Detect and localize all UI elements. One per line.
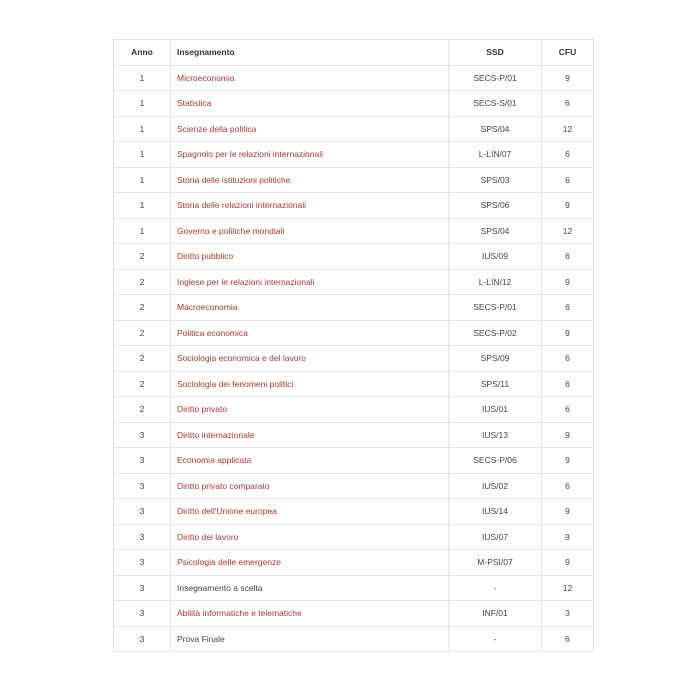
cell-cfu: 6 <box>542 167 594 193</box>
cell-ssd: IUS/13 <box>449 422 542 448</box>
course-link[interactable]: Diritto pubblico <box>171 244 449 270</box>
cell-cfu: 9 <box>542 524 594 550</box>
table-row <box>114 218 594 244</box>
cell-ssd: - <box>449 575 542 601</box>
table-row <box>114 371 594 397</box>
cell-anno: 2 <box>114 269 171 295</box>
table-row <box>114 448 594 474</box>
course-link[interactable]: Sociologia economica e del lavoro <box>171 346 449 372</box>
cell-ssd: L-LIN/07 <box>449 142 542 168</box>
course-link[interactable]: Statistica <box>171 91 449 117</box>
cell-anno: 2 <box>114 320 171 346</box>
curriculum-table <box>113 39 594 652</box>
cell-cfu: 9 <box>542 193 594 219</box>
cell-anno: 3 <box>114 448 171 474</box>
cell-cfu: 9 <box>542 550 594 576</box>
table-row <box>114 473 594 499</box>
cell-ssd: SECS-P/06 <box>449 448 542 474</box>
cell-cfu: 6 <box>542 473 594 499</box>
header-cfu: CFU <box>542 40 594 66</box>
course-link[interactable]: Scienze della politica <box>171 116 449 142</box>
cell-ssd: SPS/04 <box>449 218 542 244</box>
cell-ssd: SECS-P/01 <box>449 65 542 91</box>
cell-cfu: 6 <box>542 244 594 270</box>
cell-ssd: - <box>449 626 542 652</box>
cell-cfu: 9 <box>542 448 594 474</box>
table-row <box>114 193 594 219</box>
course-link[interactable]: Sociologia dei fenomeni politici <box>171 371 449 397</box>
cell-anno: 2 <box>114 371 171 397</box>
table-row <box>114 116 594 142</box>
cell-anno: 2 <box>114 397 171 423</box>
cell-cfu: 12 <box>542 218 594 244</box>
cell-ssd: IUS/01 <box>449 397 542 423</box>
cell-anno: 3 <box>114 524 171 550</box>
cell-cfu: 9 <box>542 269 594 295</box>
cell-cfu: 6 <box>542 91 594 117</box>
header-insegnamento: Insegnamento <box>171 40 449 66</box>
course-link[interactable]: Microeconomia <box>171 65 449 91</box>
cell-insegnamento: Insegnamento a scelta <box>171 575 449 601</box>
cell-ssd: M-PSI/07 <box>449 550 542 576</box>
cell-anno: 3 <box>114 422 171 448</box>
cell-ssd: SPS/03 <box>449 167 542 193</box>
cell-anno: 1 <box>114 65 171 91</box>
table-row <box>114 269 594 295</box>
header-ssd: SSD <box>449 40 542 66</box>
table-row <box>114 575 594 601</box>
cell-cfu: 6 <box>542 346 594 372</box>
course-link[interactable]: Spagnolo per le relazioni internazionali <box>171 142 449 168</box>
cell-cfu: 6 <box>542 371 594 397</box>
curriculum-table-container <box>113 39 585 652</box>
cell-cfu: 9 <box>542 499 594 525</box>
course-link[interactable]: Politica economica <box>171 320 449 346</box>
table-row <box>114 524 594 550</box>
table-row <box>114 626 594 652</box>
table-row <box>114 167 594 193</box>
cell-ssd: IUS/07 <box>449 524 542 550</box>
header-anno: Anno <box>114 40 171 66</box>
table-row <box>114 550 594 576</box>
cell-cfu: 12 <box>542 116 594 142</box>
cell-cfu: 6 <box>542 626 594 652</box>
cell-anno: 1 <box>114 91 171 117</box>
cell-cfu: 9 <box>542 320 594 346</box>
table-row <box>114 244 594 270</box>
course-link[interactable]: Diritto privato comparato <box>171 473 449 499</box>
cell-anno: 1 <box>114 142 171 168</box>
cell-cfu: 3 <box>542 601 594 627</box>
cell-anno: 1 <box>114 116 171 142</box>
course-link[interactable]: Diritto dell'Unione europea <box>171 499 449 525</box>
table-row <box>114 65 594 91</box>
cell-cfu: 9 <box>542 422 594 448</box>
cell-ssd: SECS-P/01 <box>449 295 542 321</box>
table-row <box>114 295 594 321</box>
course-link[interactable]: Storia delle relazioni internazionali <box>171 193 449 219</box>
table-body <box>114 65 594 652</box>
cell-ssd: SECS-S/01 <box>449 91 542 117</box>
course-link[interactable]: Governo e politiche mondiali <box>171 218 449 244</box>
course-link[interactable]: Abilità informatiche e telematiche <box>171 601 449 627</box>
table-row <box>114 397 594 423</box>
cell-anno: 3 <box>114 601 171 627</box>
cell-ssd: SPS/09 <box>449 346 542 372</box>
table-row <box>114 91 594 117</box>
cell-anno: 3 <box>114 473 171 499</box>
course-link[interactable]: Psicologia delle emergenze <box>171 550 449 576</box>
table-row <box>114 320 594 346</box>
course-link[interactable]: Diritto internazionale <box>171 422 449 448</box>
cell-ssd: IUS/09 <box>449 244 542 270</box>
course-link[interactable]: Economia applicata <box>171 448 449 474</box>
cell-cfu: 6 <box>542 142 594 168</box>
table-row <box>114 346 594 372</box>
cell-anno: 1 <box>114 218 171 244</box>
table-row <box>114 601 594 627</box>
cell-cfu: 6 <box>542 295 594 321</box>
header-row <box>114 40 594 66</box>
course-link[interactable]: Storia delle istituzioni politiche <box>171 167 449 193</box>
cell-ssd: SPS/11 <box>449 371 542 397</box>
table-header <box>114 40 594 66</box>
cell-ssd: IUS/14 <box>449 499 542 525</box>
course-link[interactable]: Macroeconomia <box>171 295 449 321</box>
cell-insegnamento: Prova Finale <box>171 626 449 652</box>
cell-anno: 3 <box>114 499 171 525</box>
cell-anno: 3 <box>114 575 171 601</box>
cell-ssd: IUS/02 <box>449 473 542 499</box>
cell-cfu: 6 <box>542 397 594 423</box>
cell-anno: 1 <box>114 167 171 193</box>
cell-anno: 2 <box>114 295 171 321</box>
cell-ssd: INF/01 <box>449 601 542 627</box>
table-row <box>114 499 594 525</box>
cell-cfu: 12 <box>542 575 594 601</box>
cell-anno: 3 <box>114 626 171 652</box>
table-row <box>114 422 594 448</box>
table-row <box>114 142 594 168</box>
course-link[interactable]: Diritto privato <box>171 397 449 423</box>
cell-cfu: 9 <box>542 65 594 91</box>
course-link[interactable]: Inglese per le relazioni internazionali <box>171 269 449 295</box>
cell-ssd: SPS/04 <box>449 116 542 142</box>
cell-anno: 2 <box>114 244 171 270</box>
cell-ssd: SECS-P/02 <box>449 320 542 346</box>
cell-anno: 1 <box>114 193 171 219</box>
cell-ssd: SPS/06 <box>449 193 542 219</box>
cell-ssd: L-LIN/12 <box>449 269 542 295</box>
cell-anno: 3 <box>114 550 171 576</box>
cell-anno: 2 <box>114 346 171 372</box>
course-link[interactable]: Diritto del lavoro <box>171 524 449 550</box>
